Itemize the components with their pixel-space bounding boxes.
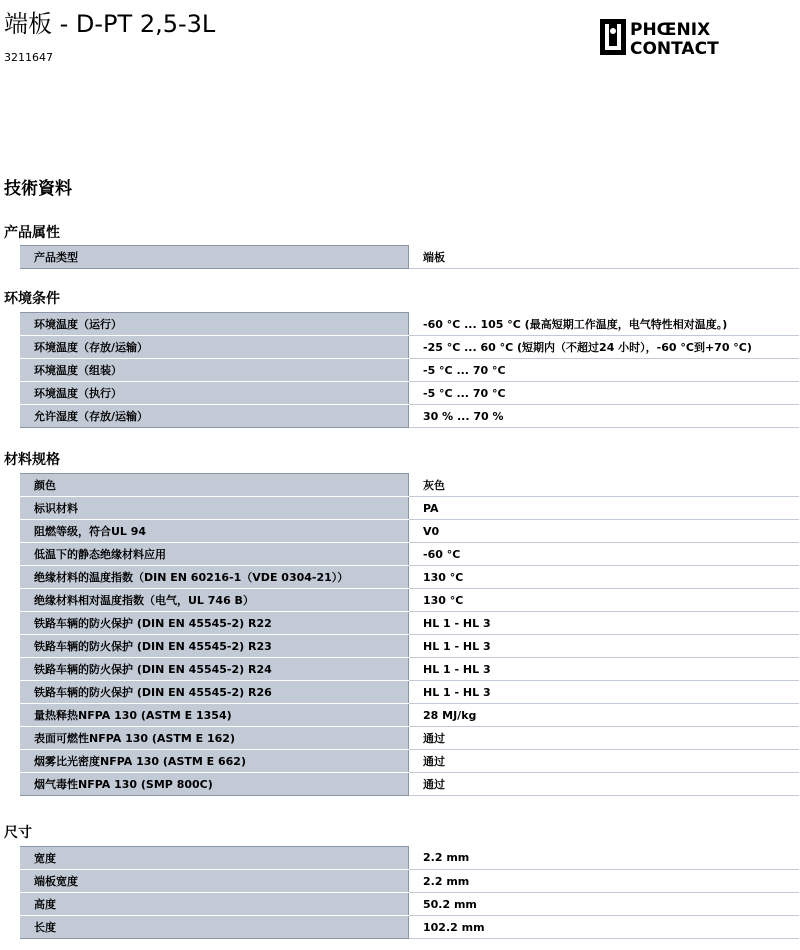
row-value: HL 1 - HL 3 (409, 635, 800, 658)
row-key: 颜色 (20, 474, 409, 497)
row-key: 端板宽度 (20, 870, 409, 893)
table-row (20, 405, 799, 428)
row-value: 通过 (409, 727, 800, 750)
row-value: 通过 (409, 773, 800, 796)
row-key: 允许湿度（存放/运输） (20, 405, 409, 428)
row-key: 绝缘材料相对温度指数（电气，UL 746 B） (20, 589, 409, 612)
table-row (20, 359, 799, 382)
row-key: 标识材料 (20, 497, 409, 520)
row-key: 烟雾比光密度NFPA 130 (ASTM E 662) (20, 750, 409, 773)
row-value: 130 °C (409, 566, 800, 589)
row-key: 宽度 (20, 847, 409, 870)
row-value: HL 1 - HL 3 (409, 658, 800, 681)
table-row (20, 566, 799, 589)
table-dimensions (20, 846, 799, 939)
row-value: HL 1 - HL 3 (409, 681, 800, 704)
table-row (20, 382, 799, 405)
table-row (20, 916, 799, 939)
article-number: 3211647 (4, 51, 53, 64)
row-value: -25 °C ... 60 °C (短期内（不超过24 小时），-60 °C到+70 °C) (409, 336, 800, 359)
table-row (20, 658, 799, 681)
row-value: 2.2 mm (409, 870, 800, 893)
table-row (20, 543, 799, 566)
row-value: -60 °C ... 105 °C (最高短期工作温度，电气特性相对温度。) (409, 313, 800, 336)
table-environment (20, 312, 799, 428)
table-product (20, 245, 799, 269)
table-row (20, 612, 799, 635)
row-key: 长度 (20, 916, 409, 939)
row-value: -5 °C ... 70 °C (409, 359, 800, 382)
row-key: 高度 (20, 893, 409, 916)
row-value: 102.2 mm (409, 916, 800, 939)
row-key: 低温下的静态绝缘材料应用 (20, 543, 409, 566)
table-material (20, 473, 799, 796)
row-key: 环境温度（运行） (20, 313, 409, 336)
table-row (20, 635, 799, 658)
table-row (20, 681, 799, 704)
row-key: 铁路车辆的防火保护 (DIN EN 45545-2) R26 (20, 681, 409, 704)
row-value: 28 MJ/kg (409, 704, 800, 727)
row-key: 铁路车辆的防火保护 (DIN EN 45545-2) R22 (20, 612, 409, 635)
logo-text-contact: CONTACT (630, 39, 719, 57)
group-title-product: 产品属性 (4, 225, 60, 241)
row-value: -5 °C ... 70 °C (409, 382, 800, 405)
logo-text-phoenix: PHŒNIX (630, 20, 711, 40)
phoenix-contact-logo (600, 17, 760, 57)
table-row (20, 893, 799, 916)
row-key: 绝缘材料的温度指数（DIN EN 60216-1（VDE 0304-21）） (20, 566, 409, 589)
row-value: 端板 (409, 246, 800, 269)
table-row (20, 474, 799, 497)
row-key: 环境温度（存放/运输） (20, 336, 409, 359)
row-value: V0 (409, 520, 800, 543)
table-row (20, 313, 799, 336)
group-title-material: 材料规格 (4, 452, 60, 468)
row-value: 30 % ... 70 % (409, 405, 800, 428)
row-key: 铁路车辆的防火保护 (DIN EN 45545-2) R23 (20, 635, 409, 658)
table-row (20, 589, 799, 612)
row-value: 通过 (409, 750, 800, 773)
table-row (20, 497, 799, 520)
table-row (20, 773, 799, 796)
row-key: 烟气毒性NFPA 130 (SMP 800C) (20, 773, 409, 796)
row-value: 2.2 mm (409, 847, 800, 870)
table-row (20, 727, 799, 750)
row-key: 铁路车辆的防火保护 (DIN EN 45545-2) R24 (20, 658, 409, 681)
row-value: -60 °C (409, 543, 800, 566)
table-row (20, 246, 799, 269)
row-value: 灰色 (409, 474, 800, 497)
group-title-dimensions: 尺寸 (4, 825, 32, 841)
row-key: 量热释热NFPA 130 (ASTM E 1354) (20, 704, 409, 727)
table-row (20, 847, 799, 870)
row-key: 环境温度（组装） (20, 359, 409, 382)
table-row (20, 336, 799, 359)
row-value: PA (409, 497, 800, 520)
row-key: 环境温度（执行） (20, 382, 409, 405)
group-title-environment: 环境条件 (4, 291, 60, 307)
row-key: 阻燃等级，符合UL 94 (20, 520, 409, 543)
document-title: 端板 - D-PT 2,5-3L (4, 10, 216, 38)
row-key: 表面可燃性NFPA 130 (ASTM E 162) (20, 727, 409, 750)
row-value: 130 °C (409, 589, 800, 612)
row-value: 50.2 mm (409, 893, 800, 916)
table-row (20, 704, 799, 727)
row-value: HL 1 - HL 3 (409, 612, 800, 635)
table-row (20, 520, 799, 543)
table-row (20, 750, 799, 773)
row-key: 产品类型 (20, 246, 409, 269)
table-row (20, 870, 799, 893)
section-title: 技術資料 (4, 179, 72, 199)
